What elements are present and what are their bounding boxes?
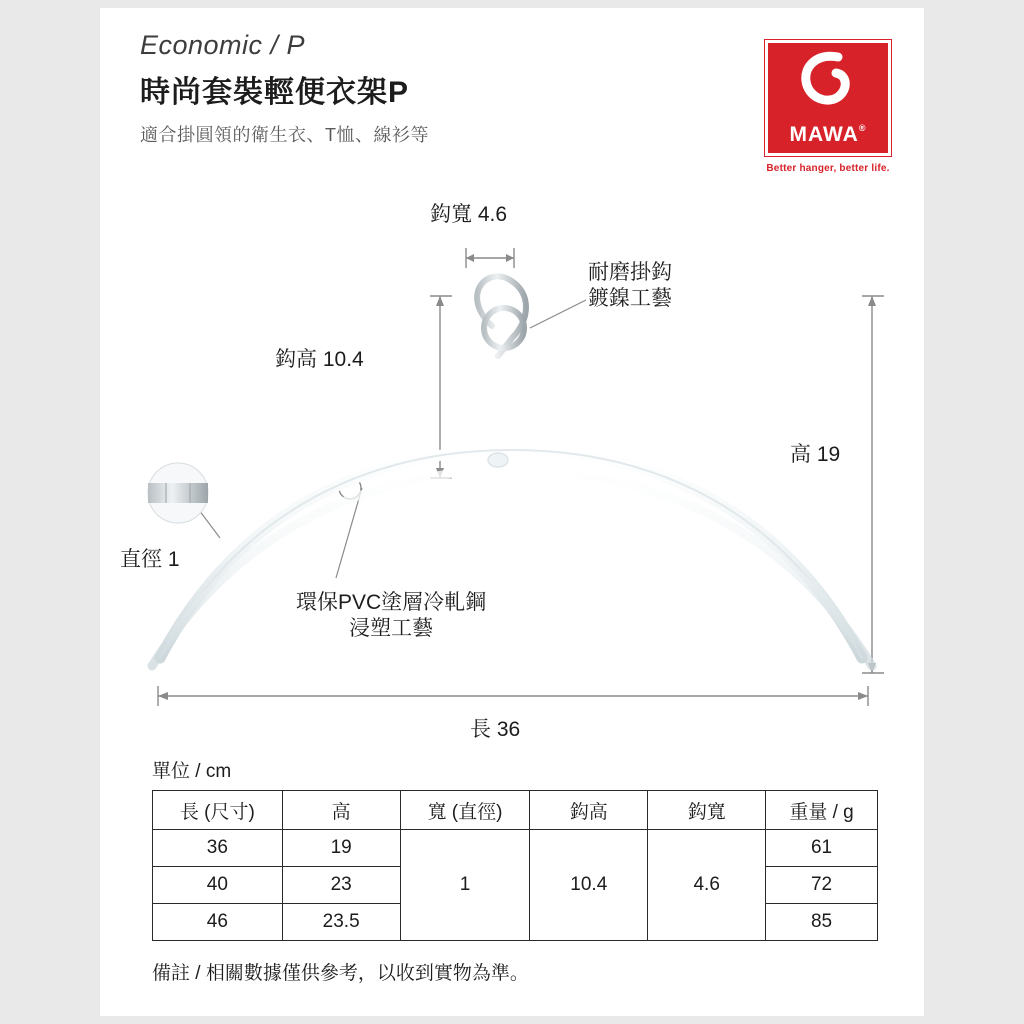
- brand-logo: [758, 40, 898, 174]
- dim-label-hook-height: 鈎高 10.4: [275, 348, 364, 371]
- col-height: 高: [282, 791, 400, 830]
- hanger-stem-collar: [488, 453, 508, 467]
- unit-label: 單位 / cm: [152, 761, 232, 782]
- cell-width-merged: 1: [400, 830, 530, 941]
- col-weight: 重量 / g: [766, 791, 878, 830]
- dim-height-line: [862, 296, 884, 673]
- remark-text: 備註 / 相關數據僅供參考，以收到實物為準。: [152, 963, 529, 984]
- callout-body-line2: 浸塑工藝: [349, 617, 434, 641]
- cell-length-3: 46: [153, 904, 283, 941]
- table-row: [153, 830, 878, 867]
- hanger-drawing: [100, 188, 924, 748]
- cell-height-3: 23.5: [282, 904, 400, 941]
- callout-body-line1: 環保PVC塗層冷軋鋼: [296, 591, 487, 614]
- dim-label-length: 長 36: [470, 718, 521, 741]
- dim-label-hook-width: 鈎寬 4.6: [430, 203, 508, 226]
- cell-length-1: 36: [153, 830, 283, 867]
- logo-box: [765, 40, 891, 156]
- logo-registered-mark: ®: [858, 123, 867, 133]
- spec-sheet: [100, 8, 924, 1016]
- brand-line: Economic / P: [140, 30, 306, 60]
- hanger-top-bar: [160, 450, 862, 658]
- dim-hookwidth-line: [466, 248, 514, 268]
- cell-weight-1: 61: [766, 830, 878, 867]
- page-title: 時尚套裝輕便衣架P: [140, 76, 410, 109]
- col-length: 長 (尺寸): [153, 791, 283, 830]
- cell-weight-2: 72: [766, 867, 878, 904]
- callout-hook-line1: 耐磨掛鈎: [588, 261, 672, 284]
- callout-body: [296, 590, 486, 643]
- logo-text: [768, 123, 888, 147]
- hanger-top-bar-highlight: [160, 450, 862, 658]
- callout-hook-line2: 鍍鎳工藝: [588, 287, 672, 311]
- col-hookheight: 鈎高: [530, 791, 648, 830]
- page-subtitle: 適合掛圓領的衛生衣、T恤、線衫等: [140, 125, 429, 145]
- dim-length-line: [158, 686, 868, 706]
- diameter-detail: [148, 463, 208, 523]
- logo-wordmark: MAWA: [789, 123, 859, 146]
- table-header-row: [153, 791, 878, 830]
- callout-hook: [588, 260, 672, 313]
- col-hookwidth: 鈎寬: [648, 791, 766, 830]
- cell-height-2: 23: [282, 867, 400, 904]
- col-width: 寬 (直徑): [400, 791, 530, 830]
- dim-label-diameter: 直徑 1: [120, 548, 180, 571]
- hanger-lower-bar: [152, 470, 872, 666]
- cell-hookwidth-merged: 4.6: [648, 830, 766, 941]
- hanger-hook-icon: [798, 51, 858, 122]
- spec-table: [152, 790, 878, 941]
- leader-hook-callout: [530, 300, 586, 328]
- product-diagram: [100, 188, 924, 748]
- cell-height-1: 19: [282, 830, 400, 867]
- cell-hookheight-merged: 10.4: [530, 830, 648, 941]
- cell-length-2: 40: [153, 867, 283, 904]
- dim-label-height: 高 19: [790, 443, 841, 466]
- cell-weight-3: 85: [766, 904, 878, 941]
- logo-tagline: Better hanger, better life.: [766, 163, 890, 174]
